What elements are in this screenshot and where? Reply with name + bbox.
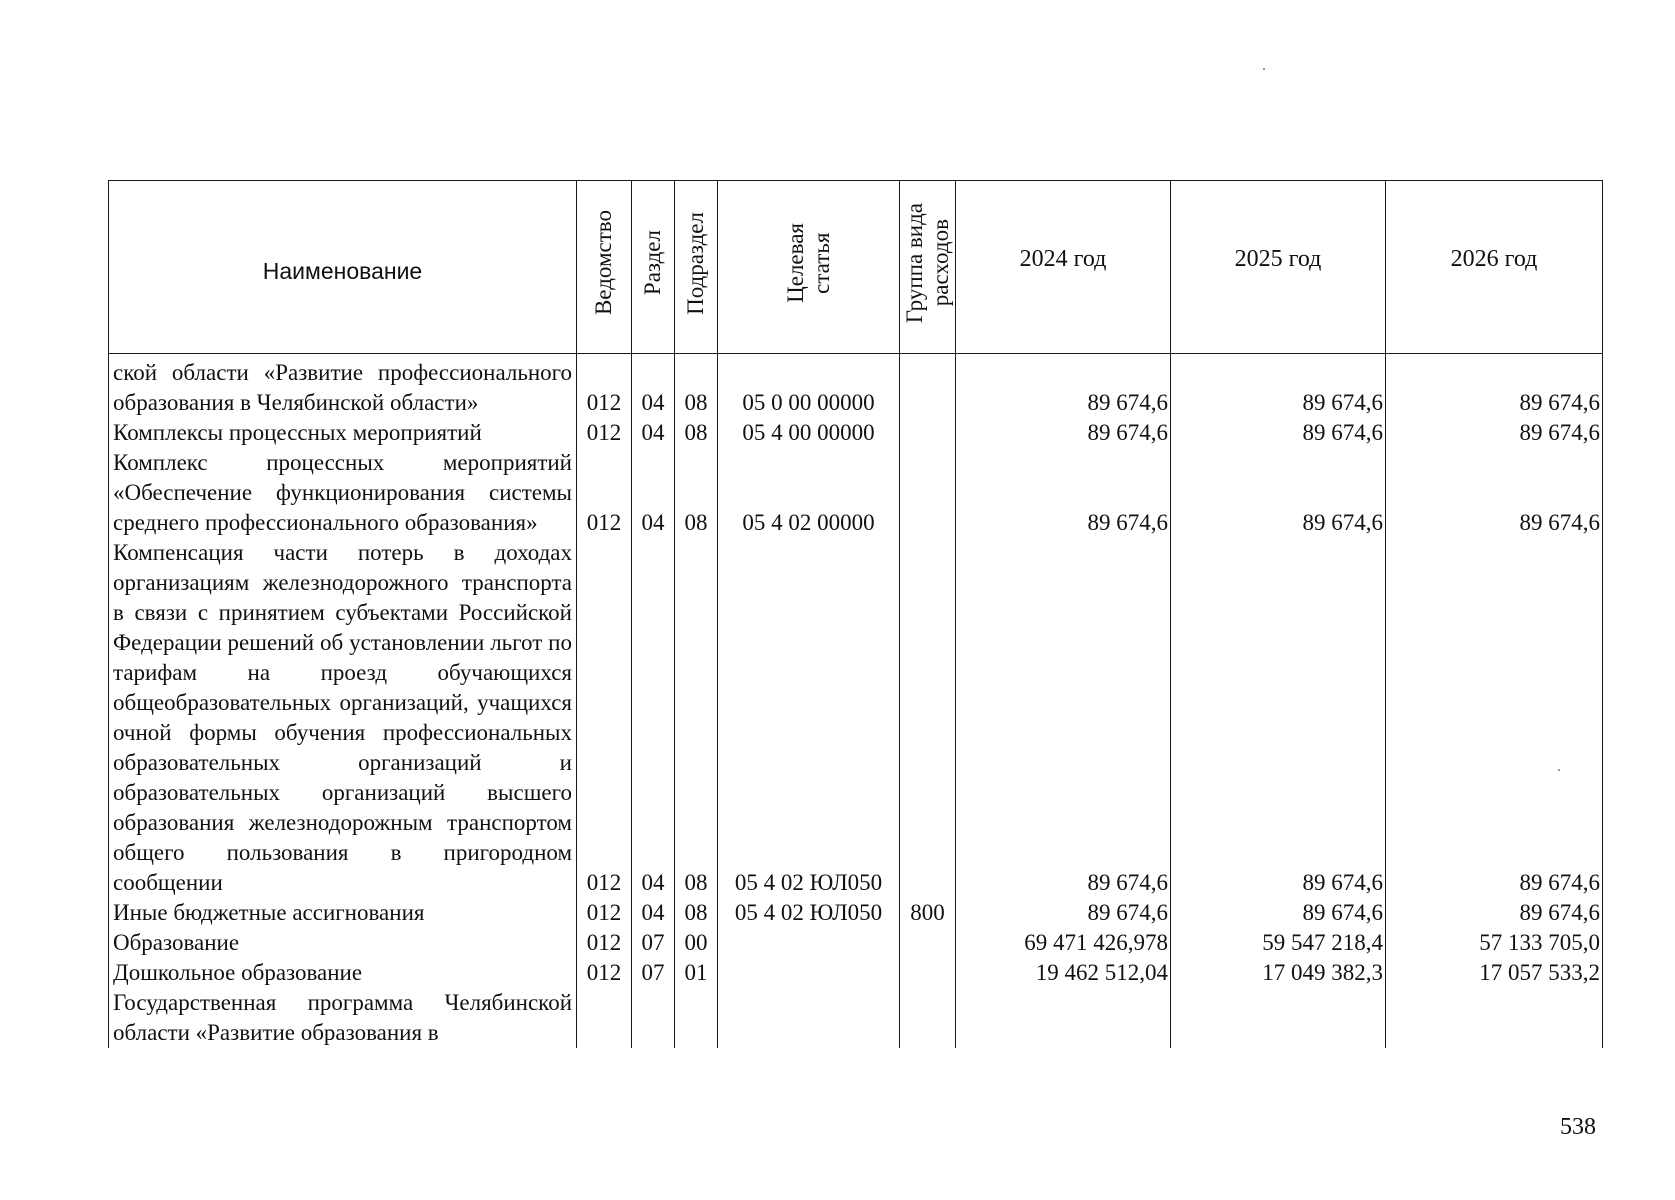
header-2025: 2025 год	[1171, 181, 1386, 354]
row-name: Компенсация части потерь в доходах организациям железнодорожного транспорта в связи с принятием субъектами Российской Федерации решений об установлении льгот по тарифам на проезд обучающихся общеобразовательных организаций, учащихся очной формы обучения профессиональных образовательных организаций и образовательных организаций высшего образования железнодорожным транспортом общего пользования в пригородном сообщении	[109, 538, 577, 898]
table-row	[109, 448, 1603, 538]
table-row	[109, 898, 1603, 928]
header-name: Наименование	[109, 181, 577, 354]
table-row	[109, 958, 1603, 988]
row-2024: 89 674,6	[956, 418, 1171, 448]
row-name: Иные бюджетные ассигнования	[109, 898, 577, 928]
row-2025: 17 049 382,3	[1171, 958, 1386, 988]
row-podrazdel: 08	[675, 358, 718, 418]
row-2026: 57 133 705,0	[1386, 928, 1603, 958]
row-gruppa	[900, 448, 956, 538]
row-razdel: 04	[632, 448, 675, 538]
row-razdel: 04	[632, 358, 675, 418]
row-vedomstvo: 012	[577, 418, 632, 448]
row-vedomstvo	[577, 988, 632, 1048]
budget-table	[108, 180, 1603, 1048]
header-razdel: Раздел	[632, 181, 675, 354]
row-celevaya	[718, 958, 900, 988]
row-2026: 89 674,6	[1386, 538, 1603, 898]
row-razdel: 07	[632, 958, 675, 988]
header-vedomstvo: Ведомство	[577, 181, 632, 354]
table-row	[109, 538, 1603, 898]
row-name: ской области «Развитие профессионального образования в Челябинской области»	[109, 358, 577, 418]
row-name: Государственная программа Челябинской области «Развитие образования в	[109, 988, 577, 1048]
row-vedomstvo: 012	[577, 928, 632, 958]
scan-speck	[1558, 769, 1560, 771]
table-row	[109, 928, 1603, 958]
row-2025	[1171, 988, 1386, 1048]
row-2025: 89 674,6	[1171, 448, 1386, 538]
row-vedomstvo: 012	[577, 448, 632, 538]
row-gruppa	[900, 988, 956, 1048]
row-2026: 89 674,6	[1386, 898, 1603, 928]
row-2024: 19 462 512,04	[956, 958, 1171, 988]
row-vedomstvo: 012	[577, 538, 632, 898]
row-gruppa: 800	[900, 898, 956, 928]
row-2024: 89 674,6	[956, 898, 1171, 928]
header-celevaya-statya: Целевая статья	[718, 181, 900, 354]
row-gruppa	[900, 538, 956, 898]
table-header	[109, 181, 1603, 354]
table-row	[109, 418, 1603, 448]
row-gruppa	[900, 958, 956, 988]
row-2026: 89 674,6	[1386, 358, 1603, 418]
row-2024: 89 674,6	[956, 448, 1171, 538]
row-celevaya: 05 4 02 ЮЛ050	[718, 538, 900, 898]
row-celevaya: 05 4 02 ЮЛ050	[718, 898, 900, 928]
row-2025: 89 674,6	[1171, 538, 1386, 898]
row-vedomstvo: 012	[577, 358, 632, 418]
header-2026: 2026 год	[1386, 181, 1603, 354]
header-gruppa-vida-rashodov: Группа вида расходов	[900, 181, 956, 354]
row-vedomstvo: 012	[577, 958, 632, 988]
row-podrazdel: 08	[675, 538, 718, 898]
row-2025: 89 674,6	[1171, 418, 1386, 448]
row-2024: 89 674,6	[956, 358, 1171, 418]
table-body	[109, 354, 1603, 1049]
row-podrazdel: 00	[675, 928, 718, 958]
table-row	[109, 358, 1603, 418]
row-name: Комплексы процессных мероприятий	[109, 418, 577, 448]
scan-speck	[1263, 68, 1265, 70]
row-razdel: 04	[632, 418, 675, 448]
row-2024: 89 674,6	[956, 538, 1171, 898]
row-razdel: 07	[632, 928, 675, 958]
row-gruppa	[900, 928, 956, 958]
row-celevaya: 05 4 02 00000	[718, 448, 900, 538]
row-podrazdel: 08	[675, 418, 718, 448]
row-razdel	[632, 988, 675, 1048]
row-name: Дошкольное образование	[109, 958, 577, 988]
row-2024: 69 471 426,978	[956, 928, 1171, 958]
header-podrazdel: Подраздел	[675, 181, 718, 354]
row-gruppa	[900, 358, 956, 418]
row-razdel: 04	[632, 538, 675, 898]
header-2024: 2024 год	[956, 181, 1171, 354]
row-celevaya: 05 0 00 00000	[718, 358, 900, 418]
row-2024	[956, 988, 1171, 1048]
row-2025: 89 674,6	[1171, 358, 1386, 418]
row-celevaya	[718, 928, 900, 958]
row-celevaya	[718, 988, 900, 1048]
row-name: Комплекс процессных мероприятий «Обеспечение функционирования системы среднего профессионального образования»	[109, 448, 577, 538]
row-2026	[1386, 988, 1603, 1048]
row-razdel: 04	[632, 898, 675, 928]
page-number: 538	[1560, 1114, 1596, 1140]
row-podrazdel: 01	[675, 958, 718, 988]
row-gruppa	[900, 418, 956, 448]
row-name: Образование	[109, 928, 577, 958]
row-podrazdel: 08	[675, 448, 718, 538]
row-2026: 17 057 533,2	[1386, 958, 1603, 988]
table-row	[109, 988, 1603, 1048]
row-podrazdel: 08	[675, 898, 718, 928]
row-2025: 89 674,6	[1171, 898, 1386, 928]
row-2026: 89 674,6	[1386, 418, 1603, 448]
row-podrazdel	[675, 988, 718, 1048]
row-2025: 59 547 218,4	[1171, 928, 1386, 958]
row-celevaya: 05 4 00 00000	[718, 418, 900, 448]
row-2026: 89 674,6	[1386, 448, 1603, 538]
row-vedomstvo: 012	[577, 898, 632, 928]
